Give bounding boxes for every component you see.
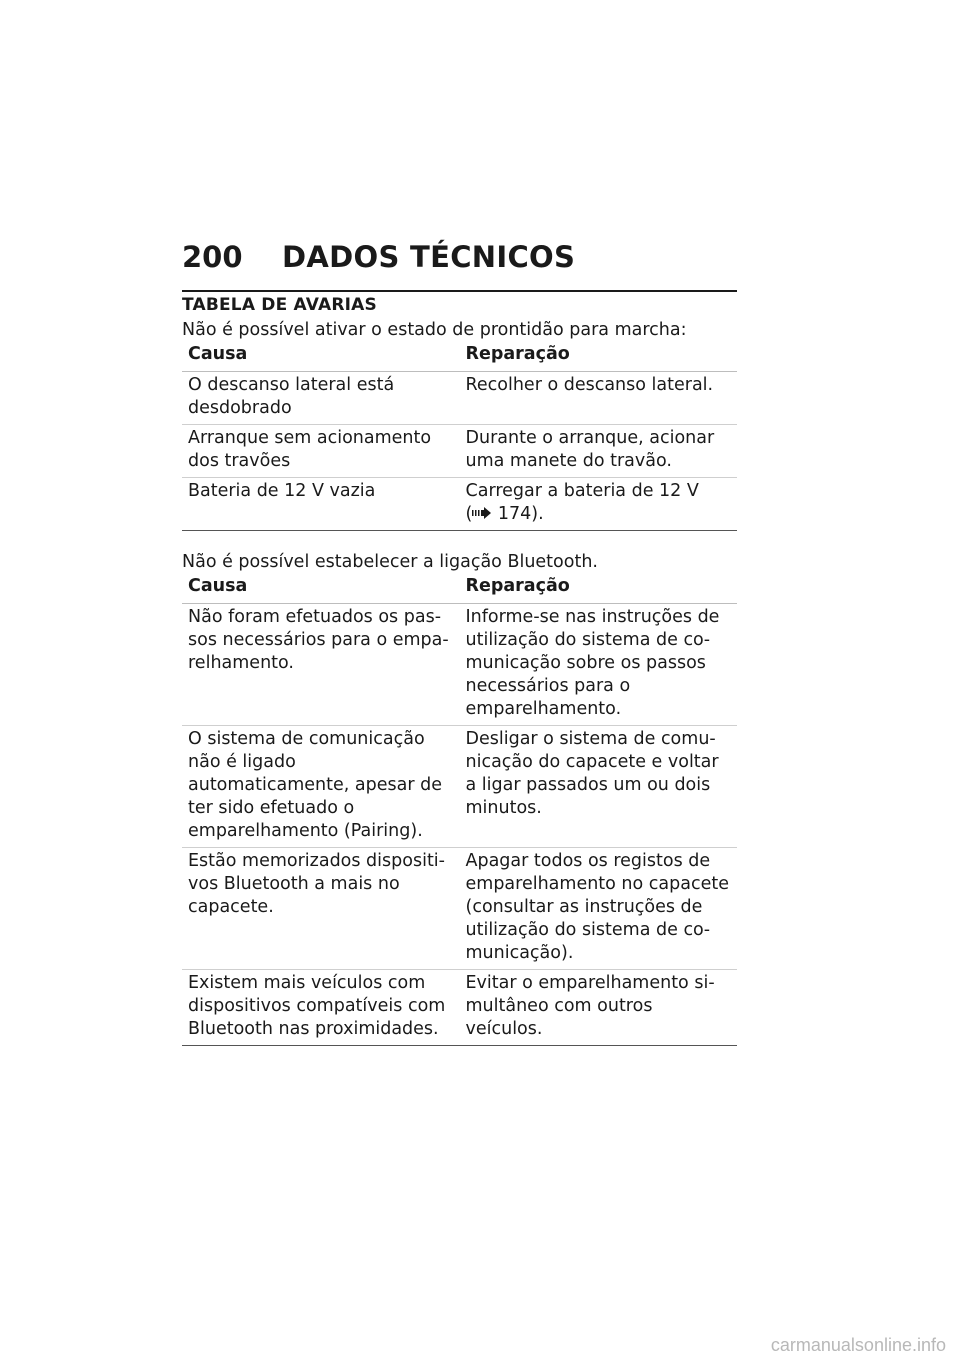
cause-cell: Estão memorizados dispositivos Bluetooth a mais no capacete. xyxy=(182,848,460,970)
cause-cell: Existem mais veículos com dispositivos compatíveis com Bluetooth nas proximidades. xyxy=(182,970,460,1046)
repair-cell xyxy=(460,478,738,531)
manual-page xyxy=(182,240,737,1046)
chapter-title: DADOS TÉCNICOS xyxy=(282,240,576,274)
repair-cell: Recolher o descanso lateral. xyxy=(460,372,738,425)
table-row xyxy=(182,425,737,478)
column-header-repair: Reparação xyxy=(460,342,738,372)
ref-open-paren: ( xyxy=(465,504,473,524)
cause-cell: Não foram efetuados os passos necessários para o emparelhamento. xyxy=(182,604,460,726)
section-title: TABELA DE AVARIAS xyxy=(182,295,377,315)
cause-cell: O sistema de comunicação não é ligado automaticamente, apesar de ter sido efetuado o emparelhamento (Pairing). xyxy=(182,726,460,848)
table1-intro: Não é possível ativar o estado de prontidão para marcha: xyxy=(182,320,687,340)
page-header xyxy=(182,240,737,274)
header-rule xyxy=(182,290,737,292)
page-number: 200 xyxy=(182,240,243,274)
column-header-cause: Causa xyxy=(182,342,460,372)
fault-table-bluetooth xyxy=(182,574,737,1046)
table-header-row xyxy=(182,574,737,604)
page-reference[interactable]: 174). xyxy=(492,504,544,524)
table-row xyxy=(182,604,737,726)
repair-cell: Durante o arranque, acionar uma manete do travão. xyxy=(460,425,738,478)
column-header-repair: Reparação xyxy=(460,574,738,604)
table-row xyxy=(182,848,737,970)
table-row xyxy=(182,372,737,425)
fault-table-readiness xyxy=(182,342,737,531)
table2-intro: Não é possível estabelecer a ligação Bluetooth. xyxy=(182,552,598,572)
cause-cell: O descanso lateral está desdobrado xyxy=(182,372,460,425)
repair-cell: Informe-se nas instruções de utilização do sistema de comunicação sobre os passos necessários para o emparelhamento. xyxy=(460,604,738,726)
table-header-row xyxy=(182,342,737,372)
table-row xyxy=(182,478,737,531)
repair-cell: Apagar todos os registos de emparelhamento no capacete (consultar as instruções de utilização do sistema de comunicação). xyxy=(460,848,738,970)
watermark: carmanualsonline.info xyxy=(770,1335,946,1355)
table-row xyxy=(182,726,737,848)
cause-cell: Arranque sem acionamento dos travões xyxy=(182,425,460,478)
cause-cell: Bateria de 12 V vazia xyxy=(182,478,460,531)
column-header-cause: Causa xyxy=(182,574,460,604)
repair-text: Carregar a bateria de 12 V xyxy=(465,481,699,501)
table-row xyxy=(182,970,737,1046)
repair-cell: Evitar o emparelhamento simultâneo com outros veículos. xyxy=(460,970,738,1046)
repair-cell: Desligar o sistema de comunicação do capacete e voltar a ligar passados um ou dois minutos. xyxy=(460,726,738,848)
page-reference-arrow-icon[interactable] xyxy=(472,503,492,515)
